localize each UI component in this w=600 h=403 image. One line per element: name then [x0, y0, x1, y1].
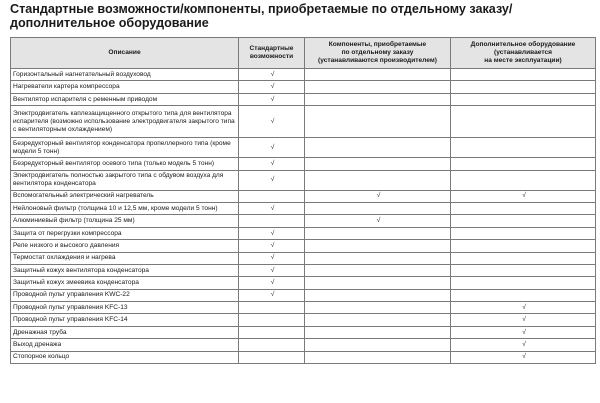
check-mark-icon: √	[376, 192, 381, 200]
cell-field	[451, 351, 596, 363]
cell-factory	[305, 351, 451, 363]
cell-field	[451, 302, 596, 314]
table-row	[11, 227, 596, 239]
cell-standard	[239, 170, 305, 190]
table-row	[11, 81, 596, 93]
cell-standard	[239, 69, 305, 81]
table-row	[11, 215, 596, 227]
cell-standard	[239, 339, 305, 351]
cell-standard	[239, 277, 305, 289]
cell-field	[451, 202, 596, 214]
cell-field	[451, 227, 596, 239]
check-mark-icon: √	[270, 241, 275, 249]
cell-field	[451, 326, 596, 338]
row-description: Электродвигатель каплезащищенного открытого типа для вентилятора испарителя (возможно использование электродвигателя закрытого типа с вентиляторным охлаждением)	[11, 106, 239, 138]
check-mark-icon: √	[270, 83, 275, 91]
col-header-factory-installed: Компоненты, приобретаемые по отдельному заказу (устанавливаются производителем)	[305, 38, 451, 69]
cell-factory	[305, 158, 451, 170]
col-header-description: Описание	[11, 38, 239, 69]
row-description: Горизонтальный нагнетательный воздуховод	[11, 69, 239, 81]
cell-field	[451, 69, 596, 81]
cell-field	[451, 289, 596, 301]
cell-factory	[305, 138, 451, 158]
cell-field	[451, 170, 596, 190]
table-row	[11, 351, 596, 363]
row-description: Защитный кожух змеевика конденсатора	[11, 277, 239, 289]
table-header-row	[11, 38, 596, 69]
row-description: Выход дренажа	[11, 339, 239, 351]
cell-factory	[305, 69, 451, 81]
page-title	[10, 2, 595, 30]
col-header-standard: Стандартные возможности	[239, 38, 305, 69]
row-description: Защитный кожух вентилятора конденсатора	[11, 264, 239, 276]
cell-standard	[239, 202, 305, 214]
cell-standard	[239, 81, 305, 93]
table-row	[11, 339, 596, 351]
cell-field	[451, 277, 596, 289]
row-description: Защита от перегрузки компрессора	[11, 227, 239, 239]
check-mark-icon: √	[270, 117, 275, 125]
table-row	[11, 190, 596, 202]
row-description: Алюминиевый фильтр (толщина 25 мм)	[11, 215, 239, 227]
table-row	[11, 69, 596, 81]
row-description: Безредукторный вентилятор осевого типа (только модель 5 тонн)	[11, 158, 239, 170]
cell-standard	[239, 289, 305, 301]
check-mark-icon: √	[522, 353, 526, 361]
cell-field	[451, 158, 596, 170]
row-description: Проводной пульт управления KFC-13	[11, 302, 239, 314]
table-row	[11, 289, 596, 301]
check-mark-icon: √	[270, 70, 275, 78]
cell-field	[451, 314, 596, 326]
table-row	[11, 264, 596, 276]
cell-field	[451, 190, 596, 202]
check-mark-icon: √	[270, 279, 275, 287]
row-description: Вентилятор испарителя с ременным приводом	[11, 93, 239, 105]
table-row	[11, 202, 596, 214]
cell-factory	[305, 170, 451, 190]
cell-standard	[239, 93, 305, 105]
cell-standard	[239, 106, 305, 138]
cell-factory	[305, 264, 451, 276]
check-mark-icon: √	[522, 328, 526, 336]
cell-field	[451, 339, 596, 351]
row-description: Нагреватели картера компрессора	[11, 81, 239, 93]
cell-factory	[305, 314, 451, 326]
cell-standard	[239, 190, 305, 202]
row-description: Дренажная труба	[11, 326, 239, 338]
cell-standard	[239, 215, 305, 227]
options-table	[10, 37, 596, 364]
cell-factory	[305, 252, 451, 264]
table-row	[11, 314, 596, 326]
title-line-2: дополнительное оборудование	[10, 16, 209, 30]
cell-factory	[305, 240, 451, 252]
check-mark-icon: √	[270, 176, 275, 184]
cell-factory	[305, 277, 451, 289]
cell-standard	[239, 314, 305, 326]
cell-standard	[239, 264, 305, 276]
check-mark-icon: √	[522, 316, 526, 324]
cell-field	[451, 252, 596, 264]
table-row	[11, 302, 596, 314]
table-row	[11, 138, 596, 158]
title-line-1: Стандартные возможности/компоненты, приобретаемые по отдельному заказу/	[10, 2, 513, 16]
row-description: Проводной пульт управления KWC-22	[11, 289, 239, 301]
cell-field	[451, 138, 596, 158]
cell-standard	[239, 138, 305, 158]
cell-standard	[239, 302, 305, 314]
table-row	[11, 240, 596, 252]
table-row	[11, 326, 596, 338]
check-mark-icon: √	[376, 217, 381, 225]
check-mark-icon: √	[270, 204, 275, 212]
cell-field	[451, 215, 596, 227]
cell-factory	[305, 289, 451, 301]
cell-field	[451, 240, 596, 252]
check-mark-icon: √	[270, 254, 275, 262]
cell-factory	[305, 93, 451, 105]
check-mark-icon: √	[270, 95, 275, 103]
cell-standard	[239, 326, 305, 338]
check-mark-icon: √	[270, 291, 275, 299]
row-description: Проводной пульт управления KFC-14	[11, 314, 239, 326]
check-mark-icon: √	[270, 229, 275, 237]
cell-factory	[305, 190, 451, 202]
check-mark-icon: √	[270, 143, 275, 151]
row-description: Электродвигатель полностью закрытого типа с обдувом воздуха для вентилятора конденсатора	[11, 170, 239, 190]
row-description: Стопорное кольцо	[11, 351, 239, 363]
cell-field	[451, 93, 596, 105]
cell-factory	[305, 215, 451, 227]
table-row	[11, 170, 596, 190]
cell-standard	[239, 351, 305, 363]
table-row	[11, 158, 596, 170]
cell-field	[451, 81, 596, 93]
col-header-field-installed: Дополнительное оборудование (устанавливается на месте эксплуатации)	[451, 38, 596, 69]
row-description: Вспомогательный электрический нагреватель	[11, 190, 239, 202]
cell-factory	[305, 227, 451, 239]
cell-field	[451, 106, 596, 138]
row-description: Термостат охлаждения и нагрева	[11, 252, 239, 264]
row-description: Реле низкого и высокого давления	[11, 240, 239, 252]
cell-factory	[305, 339, 451, 351]
cell-standard	[239, 227, 305, 239]
cell-field	[451, 264, 596, 276]
cell-standard	[239, 252, 305, 264]
cell-factory	[305, 106, 451, 138]
cell-factory	[305, 81, 451, 93]
cell-factory	[305, 302, 451, 314]
check-mark-icon: √	[270, 159, 275, 167]
check-mark-icon: √	[270, 266, 275, 274]
row-description: Безредукторный вентилятор конденсатора пропеллерного типа (кроме модели 5 тонн)	[11, 138, 239, 158]
table-row	[11, 252, 596, 264]
cell-factory	[305, 326, 451, 338]
cell-standard	[239, 158, 305, 170]
row-description: Нейлоновый фильтр (толщина 10 и 12,5 мм, кроме модели 5 тонн)	[11, 202, 239, 214]
cell-standard	[239, 240, 305, 252]
table-row	[11, 106, 596, 138]
check-mark-icon: √	[522, 303, 526, 311]
check-mark-icon: √	[522, 341, 526, 349]
check-mark-icon: √	[522, 192, 526, 200]
table-row	[11, 93, 596, 105]
table-row	[11, 277, 596, 289]
cell-factory	[305, 202, 451, 214]
